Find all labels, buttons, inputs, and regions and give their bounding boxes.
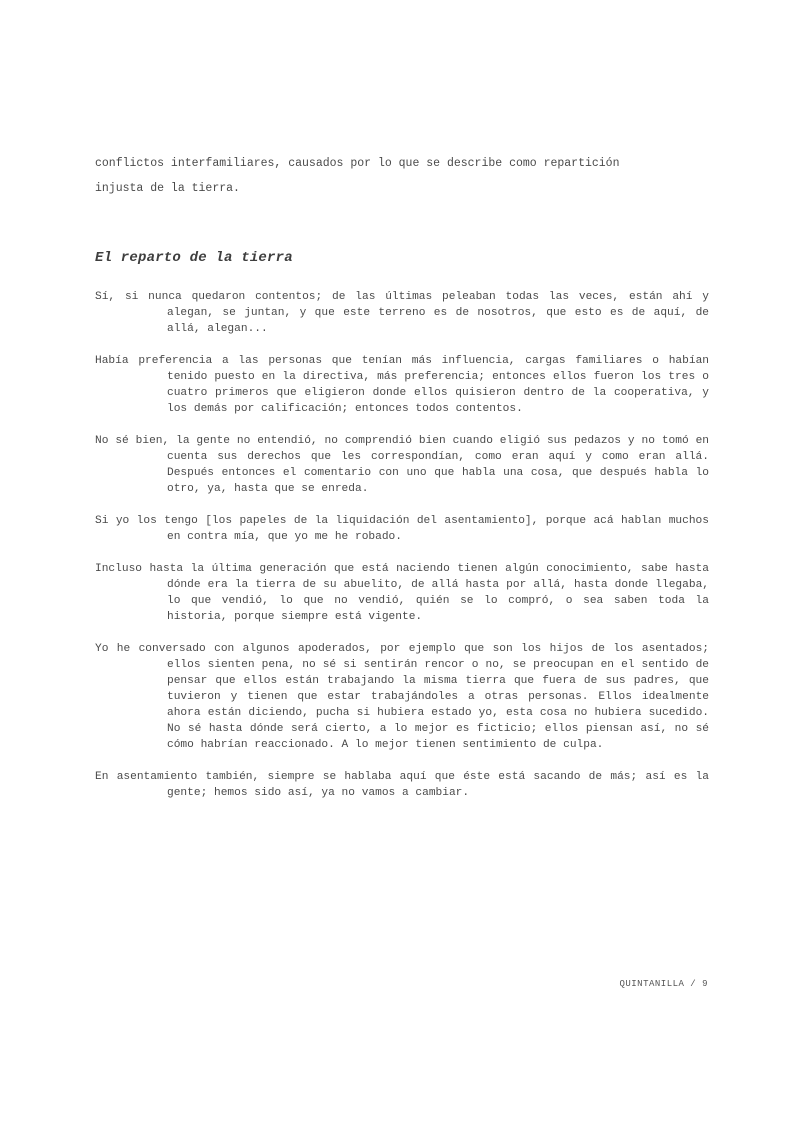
quote-paragraph-2: Había preferencia a las personas que tenían más influencia, cargas familiares o habían tenido puesto en la directiva, más preferencia; entonces ellos fueron los tres o cuatro primeros que eligieron donde ellos quisieron dentro de la cooperativa, y los demás por calificación; entonces todos contentos.	[95, 355, 709, 415]
intro-paragraph: conflictos interfamiliares, causados por lo que se describe como repartición injusta de la tierra.	[95, 157, 620, 195]
quote-list	[95, 289, 709, 801]
section-heading: El reparto de la tierra	[95, 250, 293, 266]
document-body	[95, 151, 709, 817]
quote-paragraph-3: No sé bien, la gente no entendió, no comprendió bien cuando eligió sus pedazos y no tomó en cuenta sus derechos que les correspondían, como eran aquí y como eran allá. Después entonces el comentario con uno que habla una cosa, que después habla lo otro, ya, hasta que se enreda.	[95, 435, 709, 495]
quote-paragraph-5: Incluso hasta la última generación que está naciendo tienen algún conocimiento, sabe hasta dónde era la tierra de su abuelito, de allá hasta por allá, hasta donde llegaba, lo que vendió, lo que no vendió, quién se lo compró, o sea saben toda la historia, porque siempre está vigente.	[95, 563, 709, 623]
quote-paragraph-7: En asentamiento también, siempre se hablaba aquí que éste está sacando de más; así es la gente; hemos sido así, ya no vamos a cambiar.	[95, 771, 709, 799]
quote-paragraph-1: Sí, si nunca quedaron contentos; de las últimas peleaban todas las veces, están ahí y alegan, se juntan, y que este terreno es de nosotros, que esto es de aquí, de allá, alegan...	[95, 291, 709, 335]
quote-paragraph-4: Si yo los tengo [los papeles de la liquidación del asentamiento], porque acá hablan muchos en contra mía, que yo me he robado.	[95, 515, 709, 543]
quote-paragraph-6: Yo he conversado con algunos apoderados, por ejemplo que son los hijos de los asentados; ellos sienten pena, no sé si sentirán rencor o no, se preocupan en el sentido de pensar que ellos están trabajando la misma tierra que fuera de sus padres, que tuvieron y tienen que estar trabajándoles a otras personas. Ellos idealmente ahora están diciendo, pucha si hubiera estado yo, esta cosa no hubiera sucedido. No sé hasta dónde será cierto, a lo mejor es ficticio; ellos piensan así, no sé cómo habrían reaccionado. A lo mejor tienen sentimiento de culpa.	[95, 643, 709, 751]
page-footer: QUINTANILLA / 9	[619, 979, 708, 989]
